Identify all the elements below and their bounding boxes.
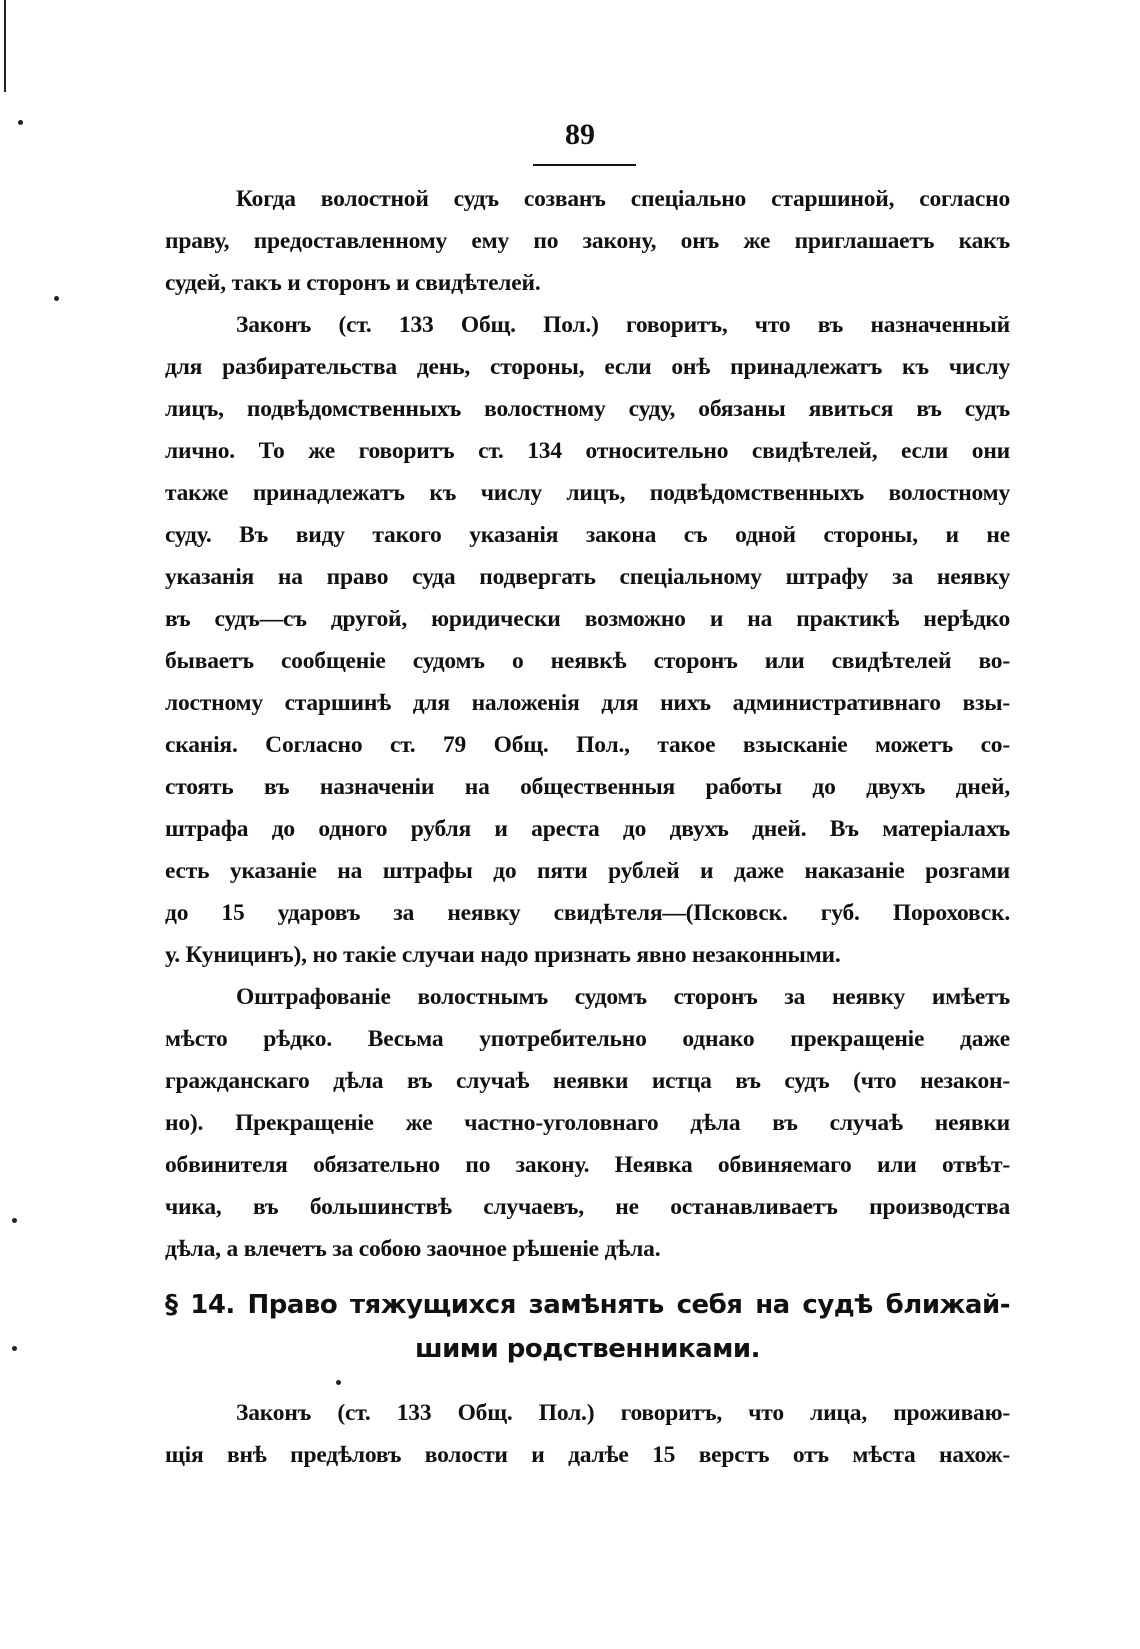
- text-line: до 15 ударовъ за неявку свидѣтеля—(Псковск. губ. Пороховск.: [165, 900, 1010, 926]
- text-line: Оштрафованіе волостнымъ судомъ сторонъ за неявку имѣетъ: [236, 984, 1010, 1010]
- text-line: есть указаніе на штрафы до пяти рублей и даже наказаніе розгами: [165, 858, 1010, 884]
- text-line: стоять въ назначеніи на общественныя работы до двухъ дней,: [165, 774, 1010, 800]
- scan-speck: [12, 1218, 17, 1223]
- text-line: въ судъ—съ другой, юридически возможно и на практикѣ нерѣдко: [165, 606, 1010, 632]
- page-number: 89: [565, 118, 595, 151]
- text-line: судей, такъ и сторонъ и свидѣтелей.: [165, 270, 541, 296]
- page-number-rule: [533, 164, 636, 166]
- text-line: Законъ (ст. 133 Общ. Пол.) говоритъ, что лица, проживаю-: [236, 1400, 1010, 1426]
- text-line: но). Прекращеніе же частно-уголовнаго дѣла въ случаѣ неявки: [165, 1110, 1010, 1136]
- text-line: гражданскаго дѣла въ случаѣ неявки истца въ судъ (что незакон-: [165, 1068, 1010, 1094]
- scan-edge-mark: [4, 0, 6, 92]
- text-line: штрафа до одного рубля и ареста до двухъ дней. Въ матеріалахъ: [165, 816, 1010, 842]
- text-line: обвинителя обязательно по закону. Неявка обвиняемаго или отвѣт-: [165, 1152, 1010, 1178]
- scan-speck: [54, 296, 59, 301]
- text-line: мѣсто рѣдко. Весьма употребительно однако прекращеніе даже: [165, 1026, 1010, 1052]
- text-line: праву, предоставленному ему по закону, онъ же приглашаетъ какъ: [165, 228, 1010, 254]
- text-line: Когда волостной судъ созванъ спеціально старшиной, согласно: [236, 186, 1010, 212]
- text-line: чика, въ большинствѣ случаевъ, не останавливаетъ производства: [165, 1194, 1010, 1220]
- text-line: щія внѣ предѣловъ волости и далѣе 15 верстъ отъ мѣста нахож-: [165, 1442, 1010, 1468]
- text-line: сканія. Согласно ст. 79 Общ. Пол., такое взысканіе можетъ со-: [165, 732, 1010, 758]
- text-line: лостному старшинѣ для наложенія для нихъ административнаго взы-: [165, 690, 1010, 716]
- text-line: также принадлежатъ къ числу лицъ, подвѣдомственныхъ волостному: [165, 480, 1010, 506]
- text-line: Законъ (ст. 133 Общ. Пол.) говоритъ, что въ назначенный: [236, 312, 1010, 338]
- text-line: указанія на право суда подвергать спеціальному штрафу за неявку: [165, 564, 1010, 590]
- text-line: для разбирательства день, стороны, если онѣ принадлежатъ къ числу: [165, 354, 1010, 380]
- section-heading: § 14. Право тяжущихся замѣнять себя на судѣ ближай-: [165, 1290, 1010, 1320]
- scan-speck: [18, 120, 23, 125]
- text-line: бываетъ сообщеніе судомъ о неявкѣ сторонъ или свидѣтелей во-: [165, 648, 1010, 674]
- section-heading-continuation: шими родственниками.: [414, 1334, 761, 1364]
- text-line: дѣла, а влечетъ за собою заочное рѣшеніе дѣла.: [165, 1236, 661, 1262]
- scan-speck: [12, 1346, 17, 1351]
- text-line: у. Куницинъ), но такіе случаи надо признать явно незаконными.: [165, 942, 841, 968]
- text-line: лично. То же говоритъ ст. 134 относительно свидѣтелей, если они: [165, 438, 1010, 464]
- text-line: суду. Въ виду такого указанія закона съ одной стороны, и не: [165, 522, 1010, 548]
- text-line: лицъ, подвѣдомственныхъ волостному суду, обязаны явиться въ судъ: [165, 396, 1010, 422]
- scan-speck: [336, 1380, 341, 1385]
